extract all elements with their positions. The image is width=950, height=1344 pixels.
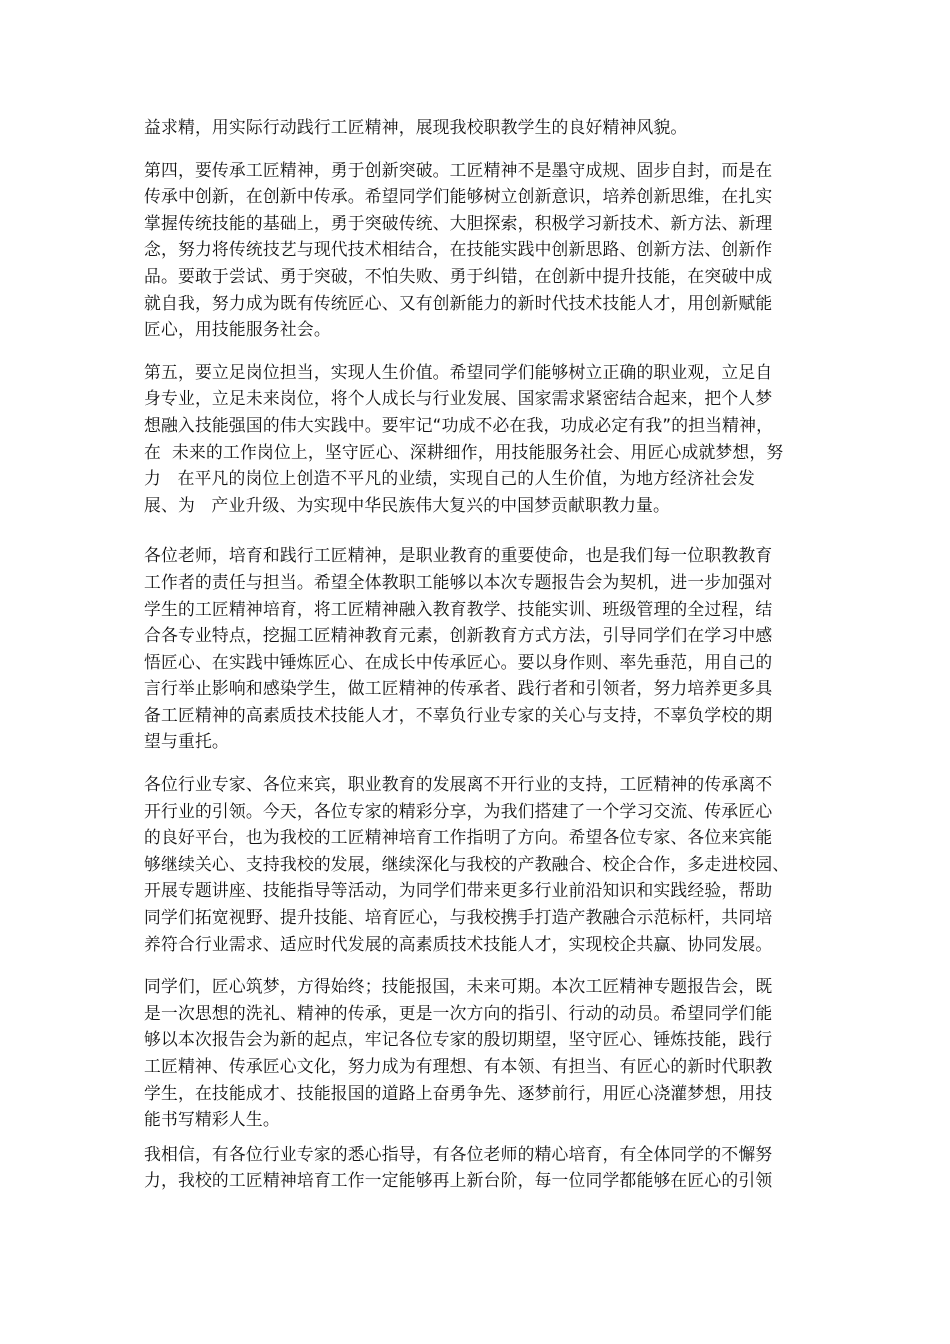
paragraph-5 (144, 771, 814, 957)
text-line: 是一次思想的洗礼、精神的传承，更是一次方向的指引、行动的动员。希望同学们能 (144, 1002, 773, 1023)
text-line: 各位行业专家、各位来宾，职业教育的发展离不开行业的支持，工匠精神的传承离不 (144, 774, 773, 795)
text-line: 同学们拓宽视野、提升技能、培育匠心，与我校携手打造产教融合示范标杆，共同培 (144, 907, 773, 928)
text-line: 工匠精神、传承匠心文化，努力成为有理想、有本领、有担当、有匠心的新时代职教 (144, 1056, 773, 1076)
document-page (144, 114, 814, 1210)
text-line: 第五，要立足岗位担当，实现人生价值。希望同学们能够树立正确的职业观，立足自 (144, 361, 773, 382)
paragraph-3 (144, 359, 814, 519)
text-line: 传承中创新，在创新中传承。希望同学们能够树立创新意识，培养创新思维，在扎实 (144, 186, 773, 207)
text-line: 言行举止影响和感染学生，做工匠精神的传承者、践行者和引领者，努力培养更多具 (144, 678, 773, 699)
text-line: 念，努力将传统技艺与现代技术相结合，在技能实践中创新思路、创新方法、创新作 (144, 239, 773, 260)
text-line: 我相信，有各位行业专家的悉心指导，有各位老师的精心培育，有全体同学的不懈努 (144, 1143, 773, 1164)
text-line: 的良好平台，也为我校的工匠精神培育工作指明了方向。希望各位专家、各位来宾能 (144, 827, 773, 848)
text-line: 同学们，匠心筑梦，方得始终；技能报国，未来可期。本次工匠精神专题报告会，既 (144, 976, 773, 997)
text-line: 合各专业特点，挖掘工匠精神教育元素，创新教育方式方法，引导同学们在学习中感 (144, 625, 773, 646)
text-line: 在 未来的工作岗位上，坚守匠心、深耕细作，用技能服务社会、用匠心成就梦想，努 (144, 441, 784, 462)
text-line: 力 在平凡的岗位上创造不平凡的业绩，实现自己的人生价值，为地方经济社会发 (144, 468, 755, 489)
text-line: 备工匠精神的高素质技术技能人才，不辜负行业专家的关心与支持，不辜负学校的期 (144, 704, 773, 725)
text-line: 掌握传统技能的基础上，勇于突破传统、大胆探索，积极学习新技术、新方法、新理 (144, 212, 773, 233)
text-line: 工作者的责任与担当。希望全体教职工能够以本次专题报告会为契机，进一步加强对 (144, 571, 773, 592)
text-line: 学生，在技能成才、技能报国的道路上奋勇争先、逐梦前行，用匠心浇灌梦想，用技 (144, 1082, 773, 1103)
text-line: 想融入技能强国的伟大实践中。要牢记“功成不必在我，功成必定有我”的担当精神， (144, 414, 774, 435)
paragraph-6 (144, 973, 814, 1133)
text-line: 开行业的引领。今天，各位专家的精彩分享，为我们搭建了一个学习交流、传承匠心 (144, 800, 773, 821)
paragraph-2 (144, 157, 814, 343)
text-line: 够继续关心、支持我校的发展，继续深化与我校的产教融合、校企合作，多走进校园、 (144, 853, 790, 874)
text-line: 展、为 产业升级、为实现中华民族伟大复兴的中国梦贡献职教力量。 (144, 494, 671, 515)
paragraph-7 (144, 1141, 814, 1194)
text-line: 悟匠心、在实践中锤炼匠心、在成长中传承匠心。要以身作则、率先垂范，用自己的 (144, 651, 773, 672)
paragraph-4 (144, 542, 814, 755)
text-line: 益求精，用实际行动践行工匠精神，展现我校职教学生的良好精神风貌。 (144, 117, 688, 137)
text-line: 各位老师，培育和践行工匠精神，是职业教育的重要使命，也是我们每一位职教教育 (144, 545, 773, 566)
paragraph-1 (144, 114, 814, 141)
text-line: 力，我校的工匠精神培育工作一定能够再上新台阶，每一位同学都能够在匠心的引领 (144, 1170, 773, 1191)
text-line: 品。要敢于尝试、勇于突破，不怕失败、勇于纠错，在创新中提升技能，在突破中成 (144, 265, 773, 286)
text-line: 第四，要传承工匠精神，勇于创新突破。工匠精神不是墨守成规、固步自封，而是在 (144, 159, 773, 180)
text-line: 能书写精彩人生。 (144, 1109, 280, 1130)
text-line: 匠心，用技能服务社会。 (144, 319, 331, 340)
text-line: 开展专题讲座、技能指导等活动，为同学们带来更多行业前沿知识和实践经验，帮助 (144, 880, 773, 901)
text-line: 望与重托。 (144, 731, 229, 752)
text-line: 就自我，努力成为既有传统匠心、又有创新能力的新时代技术技能人才，用创新赋能 (144, 292, 773, 313)
text-line: 身专业，立足未来岗位，将个人成长与行业发展、国家需求紧密结合起来，把个人梦 (144, 388, 773, 409)
text-line: 学生的工匠精神培育，将工匠精神融入教育教学、技能实训、班级管理的全过程，结 (144, 598, 773, 619)
text-line: 养符合行业需求、适应时代发展的高素质技术技能人才，实现校企共赢、协同发展。 (144, 933, 773, 954)
text-line: 够以本次报告会为新的起点，牢记各位专家的殷切期望，坚守匠心、锤炼技能，践行 (144, 1029, 773, 1050)
